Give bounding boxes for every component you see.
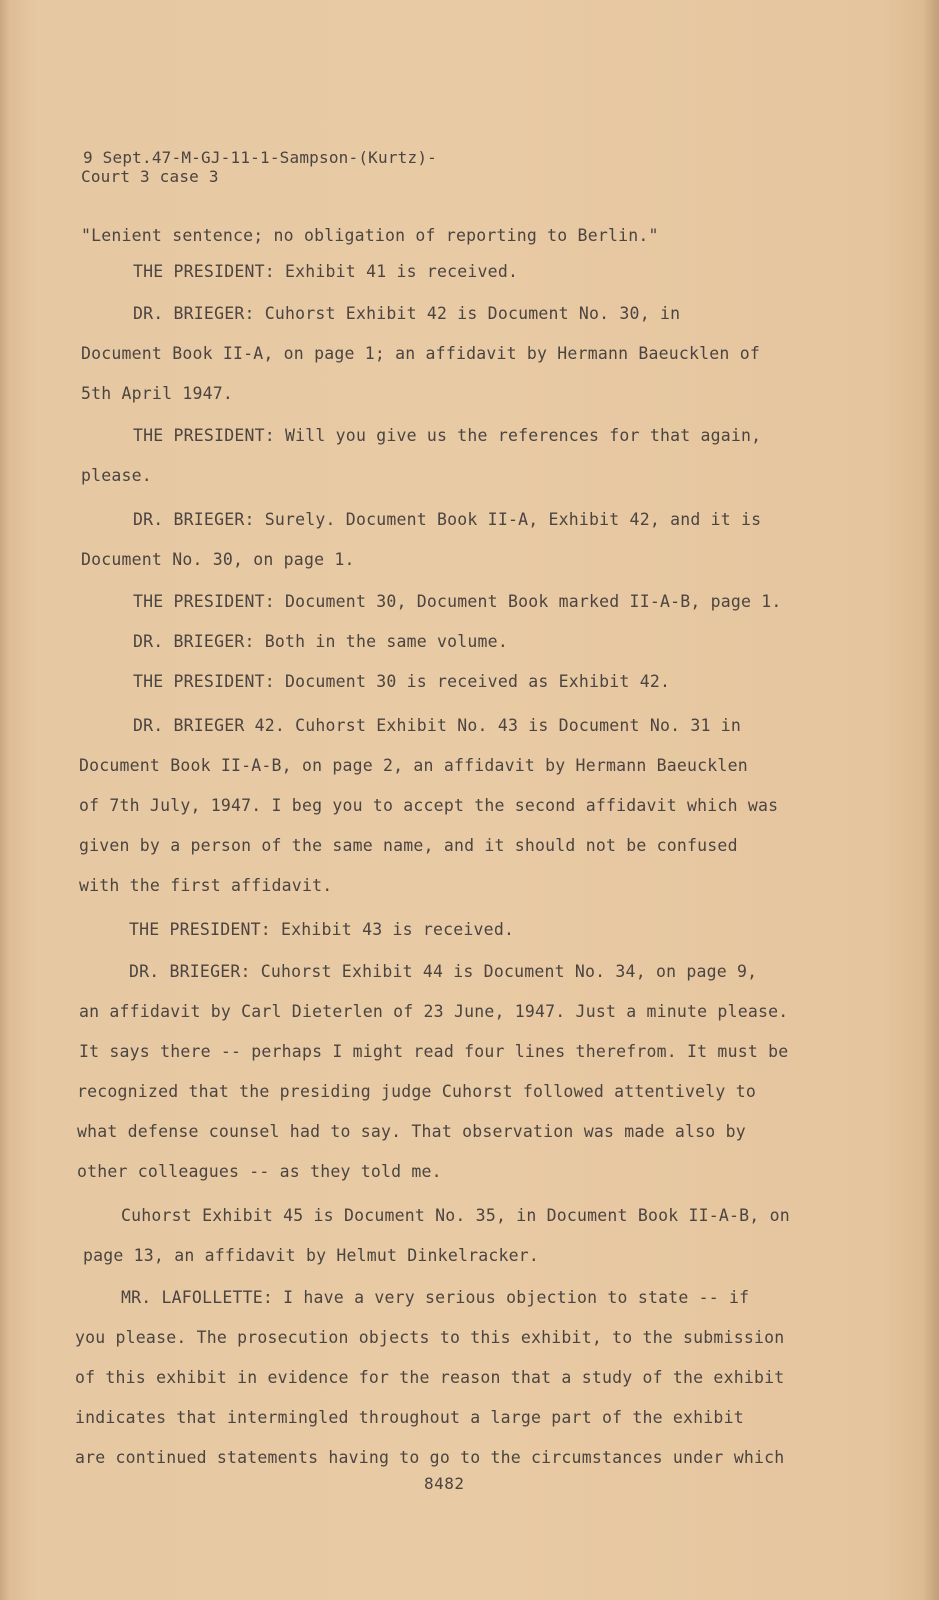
body-line: Document Book II-A-B, on page 2, an affidavit by Hermann Baeucklen — [79, 756, 748, 775]
body-line: THE PRESIDENT: Document 30, Document Book marked II-A-B, page 1. — [133, 592, 782, 611]
body-line: given by a person of the same name, and it should not be confused — [79, 836, 738, 855]
body-line: DR. BRIEGER: Surely. Document Book II-A, Exhibit 42, and it is — [133, 510, 762, 529]
body-line: other colleagues -- as they told me. — [77, 1162, 442, 1181]
body-line: please. — [81, 466, 152, 485]
body-line: DR. BRIEGER 42. Cuhorst Exhibit No. 43 is Document No. 31 in — [133, 716, 742, 735]
body-line: what defense counsel had to say. That observation was made also by — [77, 1122, 746, 1141]
body-line: DR. BRIEGER: Cuhorst Exhibit 42 is Document No. 30, in — [133, 304, 681, 323]
body-line: DR. BRIEGER: Cuhorst Exhibit 44 is Document No. 34, on page 9, — [129, 962, 758, 981]
body-line: "Lenient sentence; no obligation of reporting to Berlin." — [81, 226, 659, 245]
body-line: Cuhorst Exhibit 45 is Document No. 35, in Document Book II-A-B, on — [121, 1206, 790, 1225]
page-number: 8482 — [424, 1474, 465, 1493]
body-line: you please. The prosecution objects to this exhibit, to the submission — [75, 1328, 785, 1347]
body-line: Document No. 30, on page 1. — [81, 550, 355, 569]
body-line: are continued statements having to go to the circumstances under which — [75, 1448, 785, 1467]
body-line: Document Book II-A, on page 1; an affidavit by Hermann Baeucklen of — [81, 344, 760, 363]
body-line: MR. LAFOLLETTE: I have a very serious objection to state -- if — [121, 1288, 750, 1307]
body-line: THE PRESIDENT: Exhibit 43 is received. — [129, 920, 515, 939]
body-line: It says there -- perhaps I might read four lines therefrom. It must be — [79, 1042, 789, 1061]
body-line: THE PRESIDENT: Exhibit 41 is received. — [133, 262, 519, 281]
body-line: with the first affidavit. — [79, 876, 333, 895]
header-court-case: Court 3 case 3 — [81, 167, 219, 186]
body-line: page 13, an affidavit by Helmut Dinkelracker. — [83, 1246, 540, 1265]
body-line: of 7th July, 1947. I beg you to accept the second affidavit which was — [79, 796, 779, 815]
header-case-reference: 9 Sept.47-M-GJ-11-1-Sampson-(Kurtz)- — [83, 148, 437, 167]
body-line: recognized that the presiding judge Cuhorst followed attentively to — [77, 1082, 756, 1101]
body-line: THE PRESIDENT: Document 30 is received as Exhibit 42. — [133, 672, 671, 691]
body-line: THE PRESIDENT: Will you give us the references for that again, — [133, 426, 762, 445]
body-line: 5th April 1947. — [81, 384, 234, 403]
body-line: of this exhibit in evidence for the reason that a study of the exhibit — [75, 1368, 785, 1387]
body-line: DR. BRIEGER: Both in the same volume. — [133, 632, 508, 651]
body-line: an affidavit by Carl Dieterlen of 23 June, 1947. Just a minute please. — [79, 1002, 789, 1021]
body-line: indicates that intermingled throughout a large part of the exhibit — [75, 1408, 744, 1427]
